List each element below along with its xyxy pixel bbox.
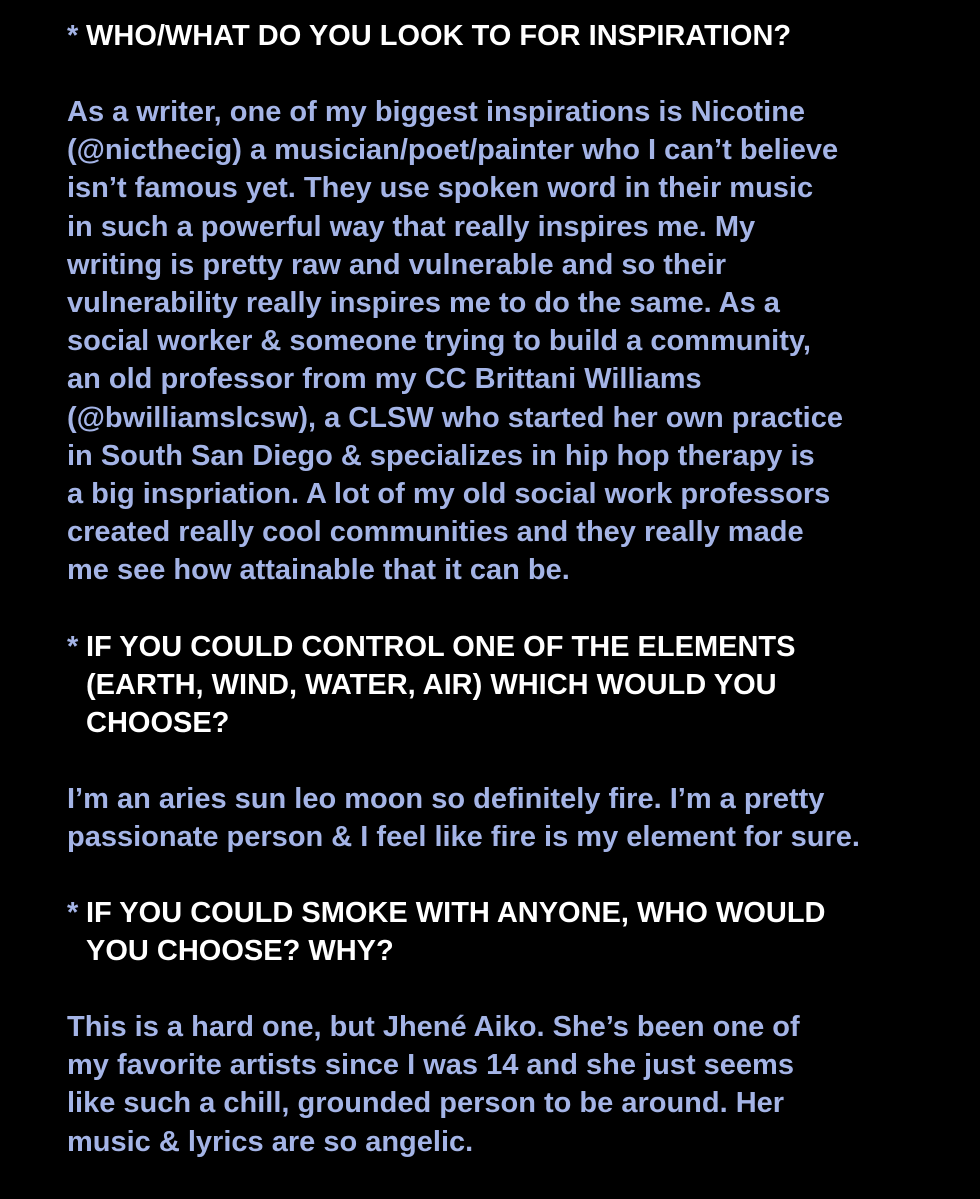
question-elements <box>67 628 967 742</box>
question-text: IF YOU COULD SMOKE WITH ANYONE, WHO WOULD YOU CHOOSE? WHY? <box>86 897 826 968</box>
bullet-asterisk: * <box>67 20 79 52</box>
answer-elements: I’m an aries sun leo moon so definitely fire. I’m a pretty passionate person & I feel like fire is my element for sure. <box>67 782 860 853</box>
answer-smoke-with: This is a hard one, but Jhené Aiko. She’s been one of my favorite artists since I was 14 and she just seems like such a chill, grounded person to be around. Her music & lyrics are so angelic. <box>67 1011 800 1158</box>
bullet-asterisk: * <box>67 630 79 663</box>
bullet-asterisk: * <box>67 897 79 930</box>
answer-inspiration: As a writer, one of my biggest inspirations is Nicotine (@nicthecig) a musician/poet/painter who I can’t believe isn’t famous yet. They use spoken word in their music in such a powerful way that really inspires me. My writing is pretty raw and vulnerable and so their vulnerability really inspires me to do the same. As a social worker & someone trying to build a community, an old professor from my CC Brittani Williams (@bwilliamslcsw), a CLSW who started her own practice in South San Diego & specializes in hip hop therapy is a big inspriation. A lot of my old social work professors created really cool communities and they really made me see how attainable that it can be. <box>67 96 843 587</box>
question-text: IF YOU COULD CONTROL ONE OF THE ELEMENTS (EARTH, WIND, WATER, AIR) WHICH WOULD YOU CHOOSE? <box>86 630 796 739</box>
interview-document <box>67 17 967 1199</box>
question-text: WHO/WHAT DO YOU LOOK TO FOR INSPIRATION? <box>86 20 792 52</box>
question-smoke-with <box>67 894 967 970</box>
question-inspiration <box>67 17 967 55</box>
